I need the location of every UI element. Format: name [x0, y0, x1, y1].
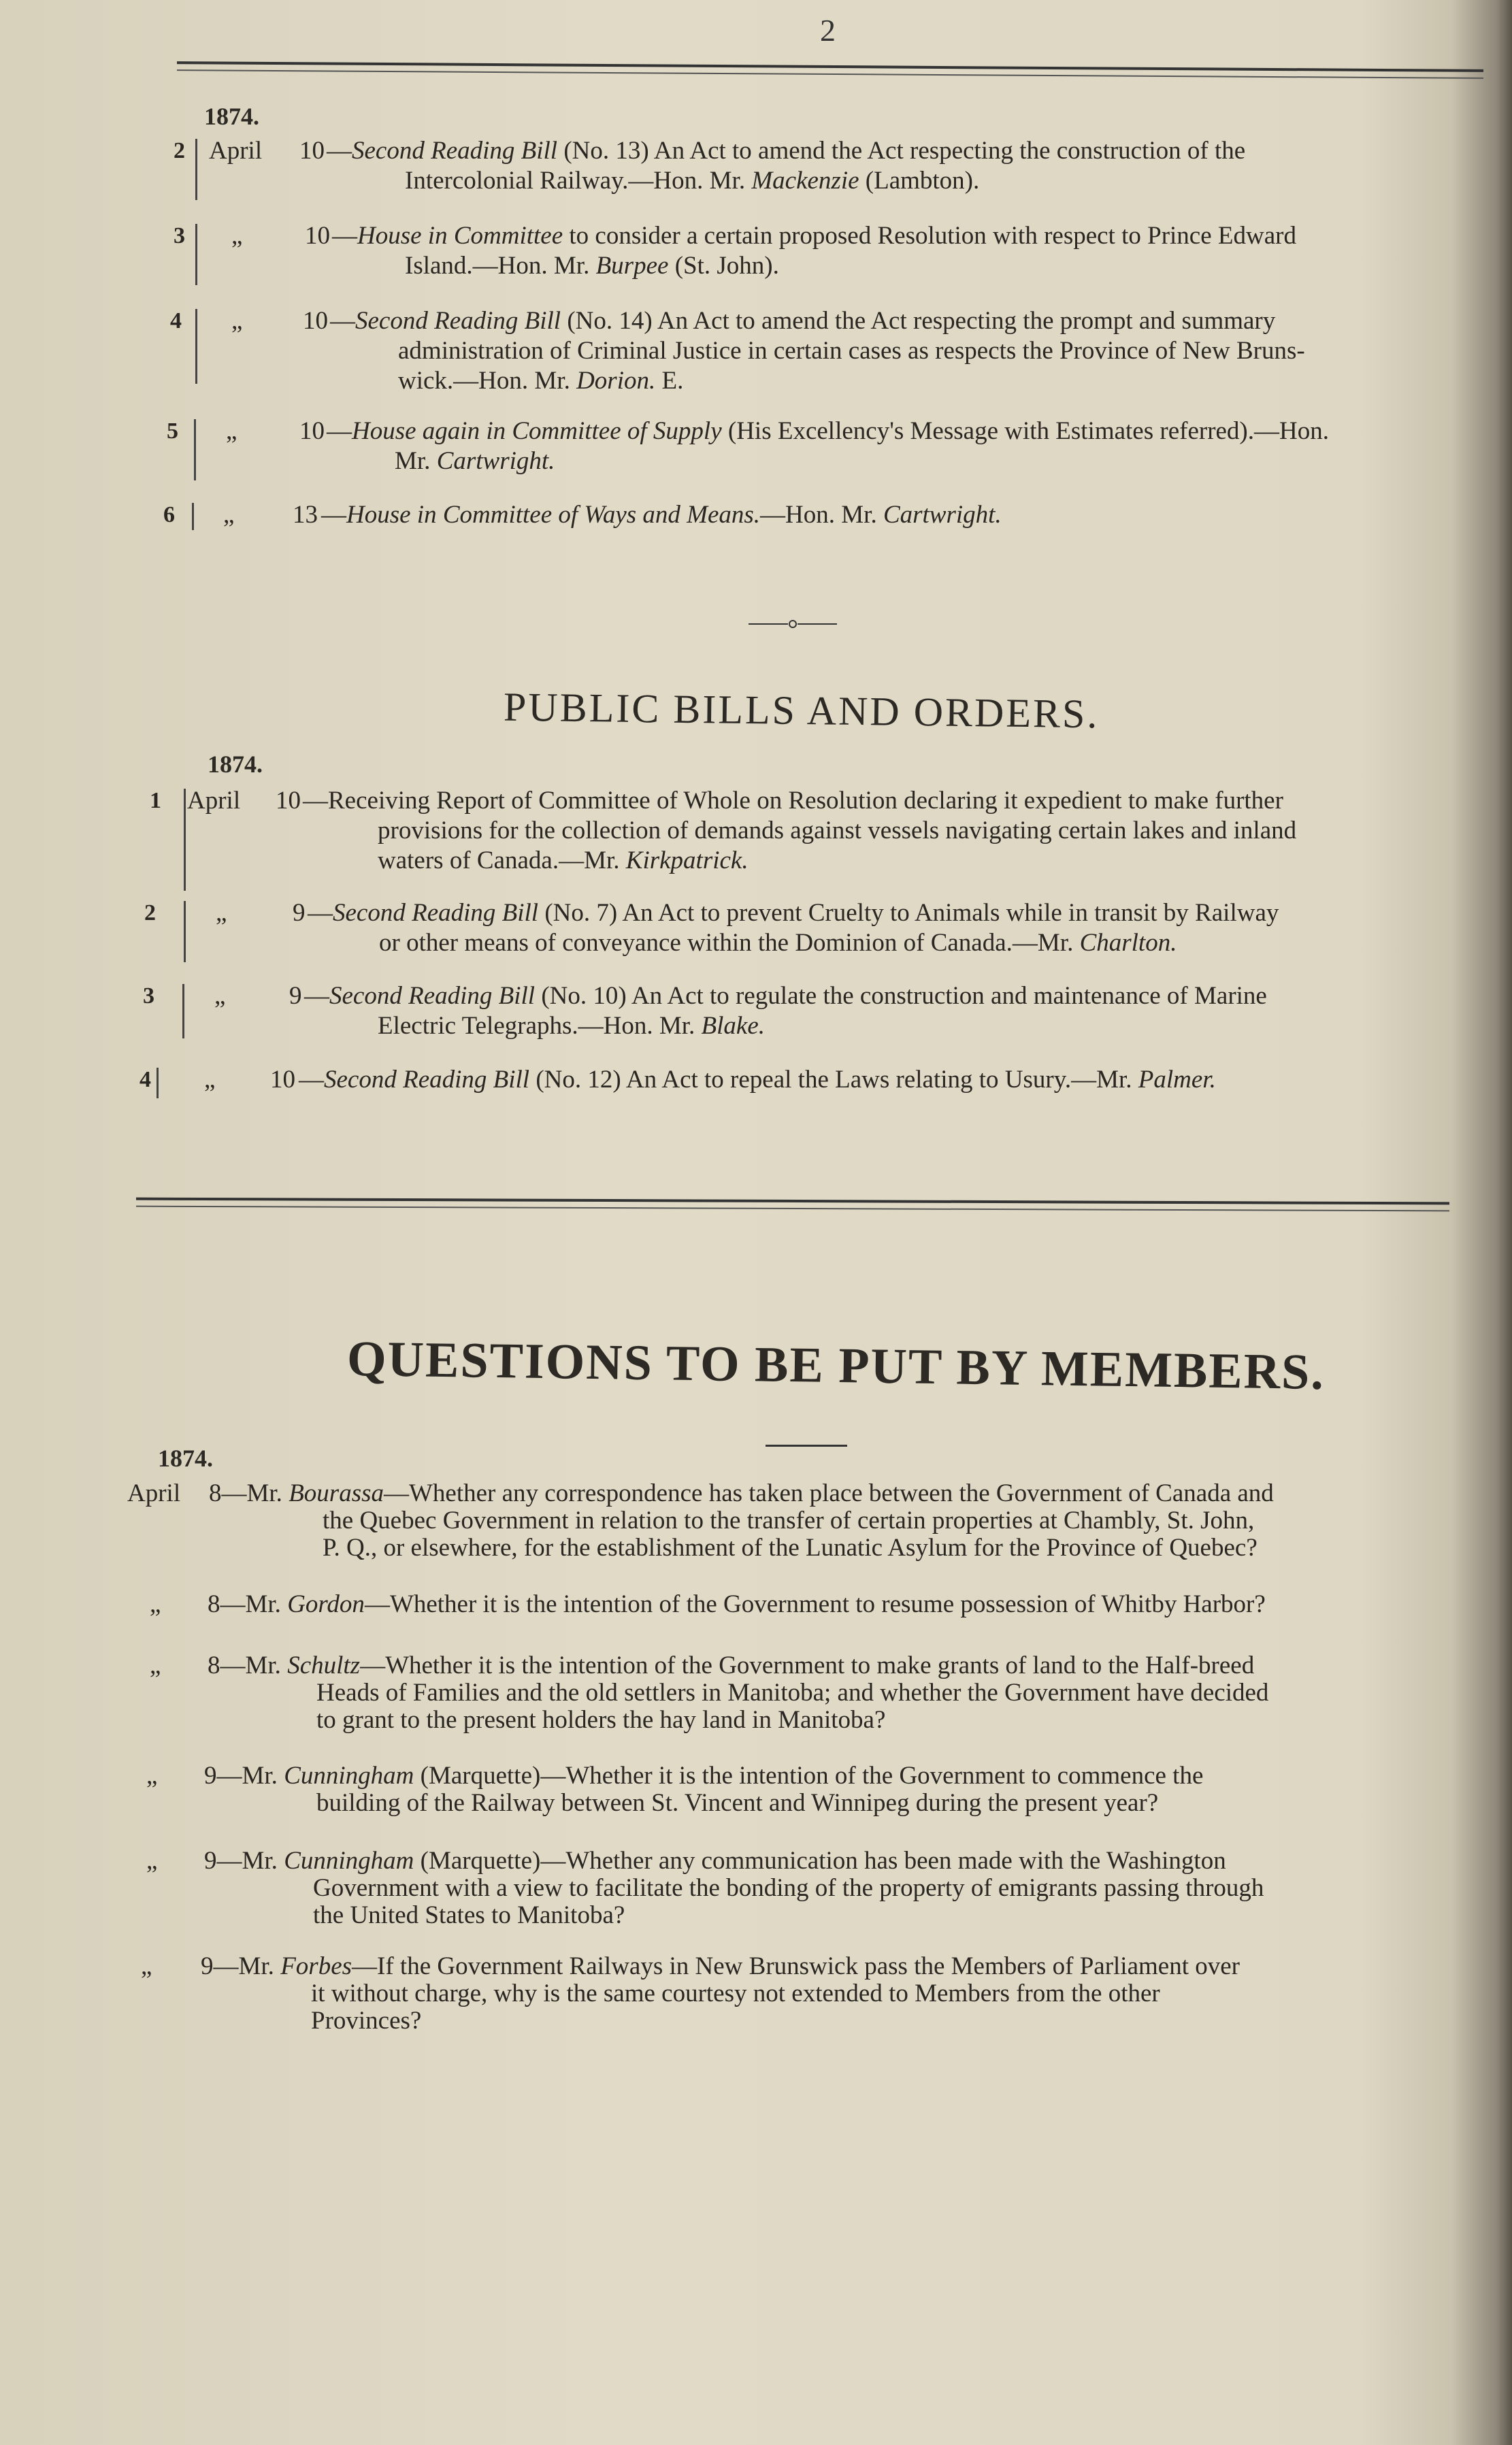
bill-number: 2 — [144, 900, 156, 925]
bill-month: April — [187, 787, 241, 815]
question-line: (Marquette)—Whether any communication has been made with the Washington — [414, 1847, 1226, 1875]
question-day — [204, 1762, 1203, 1790]
margin-bar — [194, 419, 196, 480]
order-entry — [167, 416, 1480, 485]
question-entry — [141, 1953, 1451, 2041]
order-line-3 — [398, 366, 1483, 396]
member-name: Gordon — [287, 1590, 365, 1618]
question-mr: —Mr. — [220, 1652, 288, 1679]
question-entry — [150, 1591, 1449, 1625]
order-day: 10 — [299, 417, 325, 445]
bill-entry — [150, 786, 1460, 881]
bill-line-2: provisions for the collection of demands against vessels navigating certain lakes and inland — [378, 817, 1297, 844]
question-day — [201, 1953, 1240, 1980]
bill-line-2 — [379, 928, 1458, 958]
bill-line-2 — [378, 1011, 1460, 1041]
question-entry — [127, 1480, 1451, 1569]
margin-bar — [195, 309, 197, 384]
order-month: „ — [223, 501, 235, 529]
order-rest: (No. 13) An Act to amend the Act respecting the construction of the — [557, 137, 1246, 165]
question-line: building of the Railway between St. Vincent and Winnipeg during the present year? — [316, 1789, 1159, 1817]
bill-month: „ — [204, 1066, 216, 1094]
bill-text: —Second Reading Bill (No. 10) An Act to regulate the construction and maintenance of Marine — [304, 982, 1267, 1010]
questions-heading: QUESTIONS TO BE PUT BY MEMBERS. — [346, 1330, 1326, 1401]
order-rest: (No. 14) An Act to amend the Act respecting the prompt and summary — [561, 307, 1276, 335]
order-month: „ — [231, 307, 243, 335]
order-title: House in Committee — [357, 222, 563, 250]
section-divider — [749, 617, 837, 631]
order-text: —House in Committee to consider a certain proposed Resolution with respect to Prince Edward — [332, 222, 1296, 250]
public-bills-year: 1874. — [208, 751, 263, 778]
question-line: Government with a view to facilitate the bonding of the property of emigrants passing through — [313, 1874, 1264, 1902]
page-number: 2 — [820, 13, 836, 48]
member-name: Charlton. — [1079, 929, 1177, 957]
order-month: April — [209, 137, 263, 165]
member-name: Palmer. — [1138, 1066, 1216, 1094]
bill-text: —Receiving Report of Committee of Whole on Resolution declaring it expedient to make further — [303, 787, 1283, 815]
member-name: Cartwright. — [883, 501, 1002, 529]
question-month: „ — [146, 1762, 158, 1790]
question-month: „ — [150, 1590, 161, 1618]
bill-rest: (No. 12) An Act to repeal the Laws relating to Usury.—Mr. — [529, 1066, 1138, 1094]
question-month: „ — [150, 1652, 161, 1679]
order-day: 10 — [303, 307, 328, 335]
member-name: Schultz — [287, 1652, 361, 1679]
question-month: April — [127, 1479, 181, 1507]
order-number: 2 — [174, 138, 185, 163]
margin-bar — [182, 984, 184, 1038]
question-mr: —Mr. — [216, 1762, 284, 1790]
order-title: House in Committee of Ways and Means. — [346, 501, 761, 529]
order-line-2-tail: (St. John). — [668, 252, 779, 280]
order-day: 10 — [299, 137, 325, 165]
question-day-number: 8 — [208, 1652, 220, 1679]
bill-number: 3 — [143, 983, 154, 1008]
question-line: the Quebec Government in relation to the transfer of certain properties at Chambly, St. John, — [323, 1507, 1255, 1535]
bill-line-2-text: Electric Telegraphs.—Hon. Mr. — [378, 1012, 702, 1040]
member-name: Blake. — [701, 1012, 766, 1040]
question-entry — [146, 1762, 1449, 1824]
order-day: 13 — [293, 501, 318, 529]
question-mr: —Mr. — [216, 1847, 284, 1875]
bill-day: 10 — [270, 1066, 295, 1094]
question-mr: —Mr. — [220, 1590, 288, 1618]
order-day: 10 — [305, 222, 330, 250]
order-rest: to consider a certain proposed Resolution with respect to Prince Edward — [563, 222, 1296, 250]
order-text: —Second Reading Bill (No. 14) An Act to amend the Act respecting the prompt and summary — [330, 307, 1276, 335]
bill-title: Second Reading Bill — [324, 1066, 530, 1094]
order-line-2 — [405, 251, 1480, 281]
bill-line-2-text: or other means of conveyance within the Dominion of Canada.—Mr. — [379, 929, 1080, 957]
bill-entry — [139, 1065, 1460, 1099]
margin-bar — [195, 139, 197, 200]
question-line: P. Q., or elsewhere, for the establishment of the Lunatic Asylum for the Province of Quebec? — [323, 1534, 1258, 1562]
top-rule-thin — [177, 69, 1483, 79]
order-entry — [174, 221, 1480, 289]
bill-number: 1 — [150, 788, 161, 813]
member-name: Mackenzie — [751, 167, 859, 195]
margin-bar — [184, 901, 186, 962]
member-name: Bourassa — [289, 1479, 384, 1507]
question-line: the United States to Manitoba? — [313, 1901, 625, 1929]
order-title: Second Reading Bill — [352, 137, 558, 165]
margin-bar — [195, 224, 197, 285]
order-line-2-text: Island.—Hon. Mr. — [405, 252, 596, 280]
member-name: Cunningham — [284, 1847, 414, 1875]
member-name: Forbes — [280, 1952, 352, 1980]
question-line: to grant to the present holders the hay land in Manitoba? — [316, 1706, 886, 1734]
question-day-number: 9 — [201, 1952, 214, 1980]
bill-month: „ — [214, 982, 226, 1010]
member-name: Dorion. — [576, 367, 656, 395]
question-entry — [150, 1652, 1449, 1741]
member-name: Cunningham — [284, 1762, 414, 1790]
bill-title: Second Reading Bill — [333, 899, 539, 927]
order-text: —House again in Committee of Supply (His Excellency's Message with Estimates referred).—Hon. — [327, 417, 1329, 445]
question-day-number: 8 — [209, 1479, 222, 1507]
question-day-number: 9 — [204, 1847, 217, 1875]
middle-rule — [136, 1198, 1449, 1205]
order-month: „ — [226, 417, 237, 445]
bill-title: Second Reading Bill — [329, 982, 536, 1010]
order-entry — [163, 500, 1477, 534]
order-line-2-tail: (Lambton). — [859, 167, 980, 195]
bill-entry — [144, 898, 1461, 966]
order-number: 6 — [163, 502, 175, 527]
bill-rest: (No. 10) An Act to regulate the construction and maintenance of Marine — [535, 982, 1267, 1010]
margin-bar — [192, 503, 194, 530]
bill-text: —Second Reading Bill (No. 7) An Act to prevent Cruelty to Animals while in transit by Railway — [308, 899, 1279, 927]
middle-rule-thin — [136, 1206, 1449, 1212]
bill-text: —Second Reading Bill (No. 12) An Act to repeal the Laws relating to Usury.—Mr. Palmer. — [299, 1066, 1216, 1094]
order-line-2: administration of Criminal Justice in certain cases as respects the Province of New Bruns- — [398, 337, 1305, 365]
order-entry — [174, 136, 1480, 204]
order-entry — [170, 306, 1483, 401]
order-text: —Second Reading Bill (No. 13) An Act to amend the Act respecting the construction of the — [327, 137, 1246, 165]
bill-rest: (No. 7) An Act to prevent Cruelty to Animals while in transit by Railway — [538, 899, 1279, 927]
order-title: Second Reading Bill — [355, 307, 561, 335]
member-name: Cartwright. — [436, 447, 555, 475]
question-mr: —Mr. — [221, 1479, 289, 1507]
bill-day: 10 — [276, 787, 301, 815]
order-number: 3 — [174, 223, 185, 248]
question-mr: —Mr. — [213, 1952, 281, 1980]
order-line-3-tail: E. — [655, 367, 684, 395]
question-entry — [146, 1848, 1453, 1936]
question-month: „ — [146, 1847, 158, 1875]
question-day — [204, 1848, 1226, 1875]
question-line: —Whether it is the intention of the Government to resume possession of Whitby Harbor? — [364, 1590, 1266, 1618]
order-line-2-text: Intercolonial Railway.—Hon. Mr. — [405, 167, 752, 195]
question-day-number: 8 — [208, 1590, 220, 1618]
order-line-2 — [405, 166, 1480, 196]
bill-line-3-text: waters of Canada.—Mr. — [378, 847, 626, 874]
member-name: Burpee — [595, 252, 669, 280]
order-number: 4 — [170, 308, 182, 333]
order-line-3-text: wick.—Hon. Mr. — [398, 367, 577, 395]
question-day-number: 9 — [204, 1762, 217, 1790]
question-line: Heads of Families and the old settlers in Manitoba; and whether the Government have decided — [316, 1679, 1269, 1707]
heading-underline — [766, 1445, 847, 1447]
question-day — [209, 1480, 1274, 1507]
order-month: „ — [231, 222, 243, 250]
member-name: Kirkpatrick. — [625, 847, 749, 874]
question-month: „ — [141, 1952, 152, 1980]
orders-year: 1874. — [204, 103, 259, 130]
question-line: it without charge, why is the same courtesy not extended to Members from the other — [311, 1980, 1160, 2007]
public-bills-heading: PUBLIC BILLS AND ORDERS. — [503, 684, 1100, 737]
question-line: —If the Government Railways in New Brunswick pass the Members of Parliament over — [352, 1952, 1240, 1980]
order-title: House again in Committee of Supply — [352, 417, 722, 445]
order-number: 5 — [167, 419, 178, 444]
bill-day: 9 — [289, 982, 302, 1010]
order-rest: —Hon. Mr. — [760, 501, 883, 529]
order-line-2 — [395, 446, 1470, 476]
bill-entry — [143, 981, 1463, 1049]
question-line: —Whether any correspondence has taken place between the Government of Canada and — [384, 1479, 1274, 1507]
question-day — [208, 1652, 1254, 1679]
bill-line-3 — [378, 846, 1460, 876]
question-line: Provinces? — [311, 2007, 422, 2035]
bill-month: „ — [216, 899, 227, 927]
margin-bar — [157, 1068, 159, 1098]
bill-day: 9 — [293, 899, 306, 927]
bill-number: 4 — [139, 1067, 151, 1092]
order-text: —House in Committee of Ways and Means.—Hon. Mr. Cartwright. — [321, 501, 1002, 529]
order-rest: (His Excellency's Message with Estimates referred).—Hon. — [721, 417, 1329, 445]
question-line: (Marquette)—Whether it is the intention of the Government to commence the — [414, 1762, 1204, 1790]
question-line: —Whether it is the intention of the Government to make grants of land to the Half-breed — [360, 1652, 1255, 1679]
order-line-2-text: Mr. — [395, 447, 437, 475]
margin-bar — [184, 789, 186, 891]
question-day — [208, 1591, 1266, 1618]
questions-year: 1874. — [158, 1445, 213, 1472]
